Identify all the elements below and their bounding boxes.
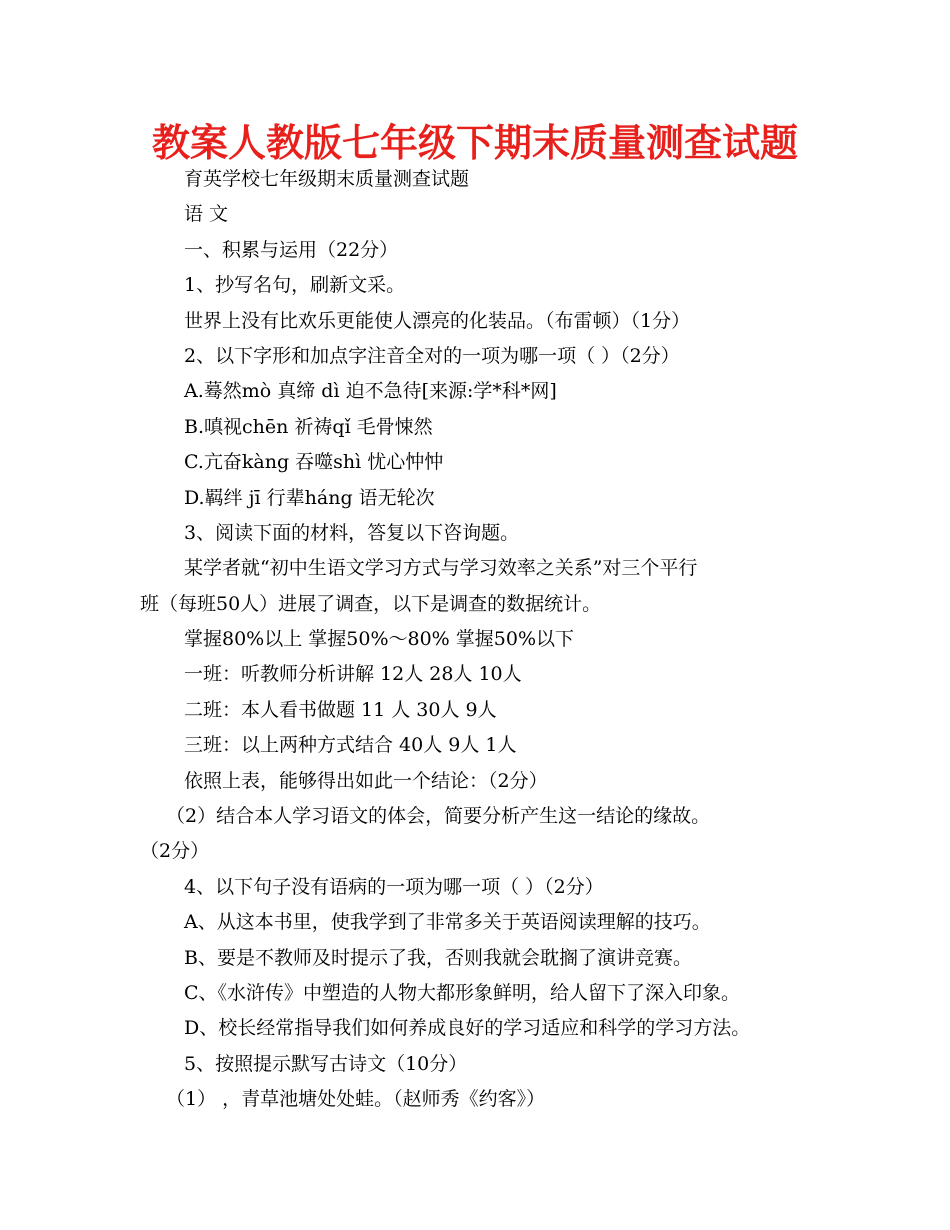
text-line: 某学者就“初中生语文学习方式与学习效率之关系”对三个平行 (184, 557, 698, 580)
text-line: 4、以下句子没有语病的一项为哪一项（ ）（2分） (184, 875, 604, 898)
text-line: （1） ，青草池塘处处蛙。（赵师秀《约客》） (166, 1088, 546, 1111)
text-line: D.羁绊 jī 行辈háng 语无轮次 (184, 486, 435, 509)
text-line: B、要是不教师及时提示了我，否则我就会耽搁了演讲竞赛。 (184, 946, 692, 969)
text-line: 二班：本人看书做题 11 人 30人 9人 (184, 698, 497, 721)
text-line: 三班：以上两种方式结合 40人 9人 1人 (184, 734, 517, 757)
text-line: B.嗔视chēn 祈祷qǐ 毛骨悚然 (184, 415, 433, 438)
text-line: 班（每班50人）进展了调查，以下是调查的数据统计。 (140, 592, 602, 615)
text-line: 掌握80%以上 掌握50%～80% 掌握50%以下 (184, 628, 575, 651)
text-line: A.蓦然mò 真缔 dì 迫不急待[来源:学*科*网] (184, 380, 557, 403)
document-title: 教案人教版七年级下期末质量测查试题 (151, 121, 798, 165)
text-line: 5、按照提示默写古诗文（10分） (184, 1052, 468, 1075)
text-line: 世界上没有比欢乐更能使人漂亮的化装品。（布雷顿）（1分） (184, 309, 691, 332)
text-line: 语 文 (184, 203, 229, 226)
text-line: （2）结合本人学习语文的体会，简要分析产生这一结论的缘故。 (166, 805, 711, 828)
text-line: 一班：听教师分析讲解 12人 28人 10人 (184, 663, 522, 686)
text-line: （2分） (140, 840, 210, 863)
text-line: 一、积累与运用（22分） (184, 238, 399, 261)
text-line: C.亢奋kàng 吞噬shì 忧心忡忡 (184, 451, 444, 474)
text-line: A、从这本书里，使我学到了非常多关于英语阅读理解的技巧。 (184, 911, 711, 934)
text-line: C、《水浒传》中塑造的人物大都形象鲜明，给人留下了深入印象。 (184, 981, 741, 1004)
text-line: 1、抄写名句，刷新文采。 (184, 274, 406, 297)
text-line: D、校长经常指导我们如何养成良好的学习适应和科学的学习方法。 (184, 1017, 751, 1040)
text-line: 育英学校七年级期末质量测查试题 (184, 168, 470, 190)
text-line: 3、阅读下面的材料，答复以下咨询题。 (184, 521, 520, 544)
document-body (140, 162, 820, 1118)
text-line: 依照上表，能够得出如此一个结论：（2分） (184, 769, 548, 792)
text-line: 2、以下字形和加点字注音全对的一项为哪一项（ ）（2分） (184, 344, 680, 367)
